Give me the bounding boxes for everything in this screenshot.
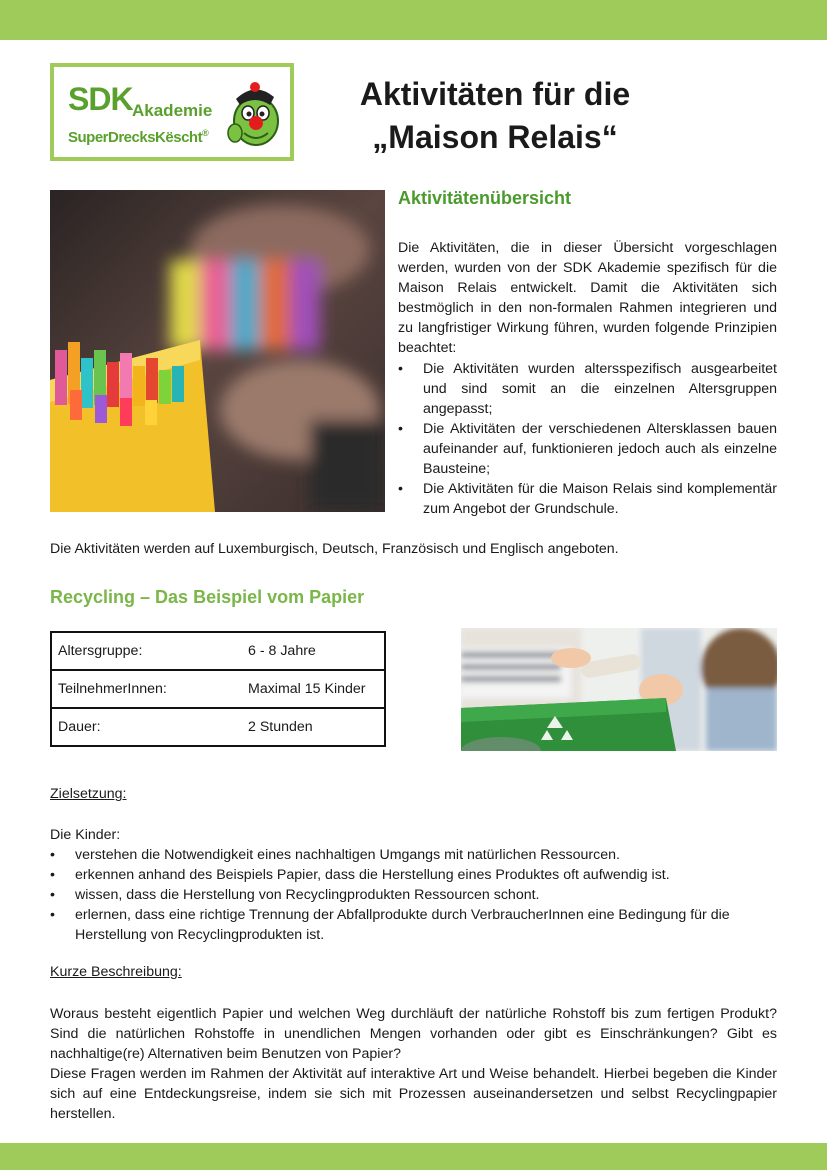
crayons-photo-illustration [50, 190, 385, 512]
recycling-photo [461, 628, 777, 751]
goal-text: verstehen die Notwendigkeit eines nachhaltigen Umgangs mit natürlichen Ressourcen. [75, 847, 620, 863]
overview-bullet-text: Die Aktivitäten wurden altersspezifisch ausgearbeitet und sind somit an die einzelnen Altersgruppen angepasst; [423, 361, 777, 417]
bullet-marker: • [50, 847, 55, 863]
mascot-icon [226, 77, 284, 153]
goal-text: wissen, dass die Herstellung von Recyclingprodukten Ressourcen schont. [75, 887, 540, 903]
goal-text: erkennen anhand des Beispiels Papier, dass die Herstellung eines Produktes oft aufwendig ist. [75, 867, 670, 883]
bullet-marker: • [50, 887, 55, 903]
activity-info-table [50, 631, 386, 747]
bullet-marker: • [50, 907, 55, 923]
overview-intro: Die Aktivitäten, die in dieser Übersicht vorgeschlagen werden, wurden von der SDK Akademie spezifisch für die Maison Relais entwickelt. Damit die Aktivitäten sich bestmöglich in den non-formalen Rahmen integrieren und zu langfristiger Wirkung führen, wurden folgende Prinzipien beachtet: [398, 240, 777, 356]
description-paragraph-1: Woraus besteht eigentlich Papier und welchen Weg durchläuft der natürliche Rohstoff bis zum fertigen Produkt? Sind die natürlichen Rohstoffe in unendlichen Mengen vorhanden oder gibt es Einschränkungen? Gibt es nachhaltige(re) Alternativen beim Benutzen von Papier? [50, 1006, 777, 1062]
recycling-photo-illustration [461, 628, 777, 751]
goal-item-4 [50, 905, 777, 945]
logo-akademie-text: Akademie [132, 101, 213, 120]
table-row [51, 670, 385, 708]
table-row [51, 632, 385, 670]
goal-item-2 [50, 865, 777, 885]
bullet-marker: • [398, 481, 403, 497]
goals-intro: Die Kinder: [50, 827, 121, 843]
goal-item-1 [50, 845, 777, 865]
table-label: TeilnehmerInnen: [58, 681, 167, 697]
sdk-logo [50, 63, 294, 161]
overview-bullet-text: Die Aktivitäten der verschiedenen Altersklassen bauen aufeinander auf, funktionieren jedoch auch als einzelne Bausteine; [423, 421, 777, 477]
table-row [51, 708, 385, 746]
table-label: Altersgruppe: [58, 643, 143, 659]
crayons-photo [50, 190, 385, 512]
goal-text: erlernen, dass eine richtige Trennung der Abfallprodukte durch VerbraucherInnen eine Bedingung für die Herstellung von Recyclingprodukten ist. [75, 907, 730, 943]
logo-sdk-text: SDK [68, 81, 133, 117]
description-heading: Kurze Beschreibung: [50, 964, 182, 980]
overview-heading: Aktivitätenübersicht [398, 188, 572, 208]
page-title-line-1: Aktivitäten für die [359, 76, 631, 112]
overview-bullet-3 [398, 479, 777, 519]
table-value: Maximal 15 Kinder [248, 681, 366, 697]
page-title-line-2: „Maison Relais“ [372, 119, 618, 155]
top-accent-bar [0, 0, 827, 40]
overview-bullet-1 [398, 359, 777, 419]
table-label: Dauer: [58, 719, 101, 735]
overview-bullet-text: Die Aktivitäten für die Maison Relais sind komplementär zum Angebot der Grundschule. [423, 481, 777, 517]
bullet-marker: • [50, 867, 55, 883]
overview-bullet-2 [398, 419, 777, 479]
goal-item-3 [50, 885, 777, 905]
goals-heading: Zielsetzung: [50, 786, 127, 802]
bottom-accent-bar [0, 1143, 827, 1170]
bullet-marker: • [398, 421, 403, 437]
table-value: 2 Stunden [248, 719, 313, 735]
languages-note: Die Aktivitäten werden auf Luxemburgisch, Deutsch, Französisch und Englisch angeboten. [50, 541, 619, 557]
activity-heading: Recycling – Das Beispiel vom Papier [50, 587, 365, 607]
bullet-marker: • [398, 361, 403, 377]
description-body [50, 1004, 777, 1124]
logo-name-text: SuperDrecksKëscht® [68, 128, 209, 146]
table-value: 6 - 8 Jahre [248, 643, 316, 659]
description-paragraph-2: Diese Fragen werden im Rahmen der Aktivität auf interaktive Art und Weise behandelt. Hierbei begeben die Kinder sich auf eine Entdeckungsreise, indem sie sich mit Prozessen auseinandersetzen und selbst Recyclingpapier herstellen. [50, 1066, 777, 1122]
